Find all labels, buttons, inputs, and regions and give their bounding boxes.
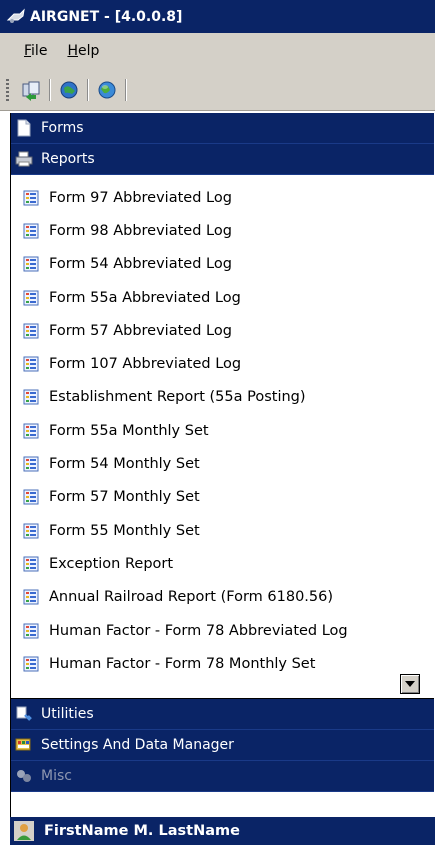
sync-icon bbox=[20, 79, 42, 101]
report-icon bbox=[23, 489, 39, 505]
arrow-down-icon bbox=[405, 681, 415, 687]
report-item[interactable] bbox=[11, 481, 434, 514]
report-icon bbox=[23, 323, 39, 339]
forms-label: Forms bbox=[41, 120, 84, 136]
report-icon bbox=[23, 223, 39, 239]
report-icon bbox=[23, 456, 39, 472]
file-menu[interactable]: File bbox=[24, 43, 48, 59]
report-item[interactable] bbox=[11, 547, 434, 580]
report-icon bbox=[23, 356, 39, 372]
report-icon bbox=[23, 556, 39, 572]
title-bar bbox=[0, 0, 435, 33]
reports-list bbox=[11, 175, 434, 699]
toolbar-separator bbox=[49, 79, 51, 101]
report-item[interactable] bbox=[11, 314, 434, 347]
report-item[interactable] bbox=[11, 214, 434, 247]
user-name: FirstName M. LastName bbox=[44, 823, 240, 839]
settings-header[interactable] bbox=[11, 730, 434, 761]
web-icon bbox=[58, 79, 80, 101]
settings-icon bbox=[15, 736, 33, 754]
report-item[interactable] bbox=[11, 281, 434, 314]
report-label: Human Factor - Form 78 Monthly Set bbox=[49, 655, 316, 672]
toolbar-grip[interactable] bbox=[6, 79, 9, 101]
web-button[interactable] bbox=[57, 78, 81, 102]
globe-button[interactable] bbox=[95, 78, 119, 102]
report-icon bbox=[23, 190, 39, 206]
report-item[interactable] bbox=[11, 381, 434, 414]
report-icon bbox=[23, 623, 39, 639]
report-item[interactable] bbox=[11, 414, 434, 447]
report-item[interactable] bbox=[11, 347, 434, 380]
utilities-icon bbox=[15, 705, 33, 723]
report-item[interactable] bbox=[11, 181, 434, 214]
report-label: Annual Railroad Report (Form 6180.56) bbox=[49, 589, 334, 606]
report-item[interactable] bbox=[11, 447, 434, 480]
report-icon bbox=[23, 256, 39, 272]
report-item[interactable] bbox=[11, 647, 434, 680]
report-label: Establishment Report (55a Posting) bbox=[49, 389, 306, 406]
report-item[interactable] bbox=[11, 581, 434, 614]
navigation-panel bbox=[10, 113, 434, 845]
reports-header[interactable] bbox=[11, 144, 434, 175]
report-item[interactable] bbox=[11, 514, 434, 547]
misc-label: Misc bbox=[41, 768, 72, 784]
utilities-label: Utilities bbox=[41, 706, 94, 722]
toolbar-separator bbox=[87, 79, 89, 101]
status-bar bbox=[10, 817, 435, 845]
report-icon bbox=[23, 290, 39, 306]
app-icon bbox=[6, 8, 26, 26]
report-label: Form 57 Monthly Set bbox=[49, 489, 200, 506]
report-label: Form 97 Abbreviated Log bbox=[49, 189, 232, 206]
scroll-down-button[interactable] bbox=[400, 674, 420, 694]
report-icon bbox=[23, 656, 39, 672]
report-icon bbox=[23, 389, 39, 405]
misc-header[interactable] bbox=[11, 761, 434, 792]
misc-icon bbox=[15, 767, 33, 785]
window-title: AIRGNET - [4.0.0.8] bbox=[30, 8, 183, 25]
report-icon bbox=[23, 423, 39, 439]
toolbar-separator bbox=[125, 79, 127, 101]
utilities-header[interactable] bbox=[11, 699, 434, 730]
forms-header[interactable] bbox=[11, 113, 434, 144]
reports-label: Reports bbox=[41, 151, 95, 167]
printer-icon bbox=[15, 150, 33, 168]
report-label: Form 98 Abbreviated Log bbox=[49, 222, 232, 239]
report-label: Form 107 Abbreviated Log bbox=[49, 356, 242, 373]
report-label: Human Factor - Form 78 Abbreviated Log bbox=[49, 622, 348, 639]
report-item[interactable] bbox=[11, 614, 434, 647]
report-item[interactable] bbox=[11, 248, 434, 281]
report-label: Exception Report bbox=[49, 555, 174, 572]
document-icon bbox=[15, 119, 33, 137]
report-label: Form 54 Monthly Set bbox=[49, 456, 200, 473]
report-label: Form 55a Monthly Set bbox=[49, 422, 209, 439]
report-label: Form 57 Abbreviated Log bbox=[49, 322, 232, 339]
sync-button[interactable] bbox=[19, 78, 43, 102]
user-icon bbox=[14, 821, 34, 841]
globe-icon bbox=[96, 79, 118, 101]
report-icon bbox=[23, 523, 39, 539]
menu-bar bbox=[0, 33, 435, 69]
help-menu[interactable]: Help bbox=[67, 43, 100, 59]
toolbar bbox=[0, 69, 435, 111]
report-icon bbox=[23, 589, 39, 605]
settings-label: Settings And Data Manager bbox=[41, 737, 234, 753]
report-label: Form 55a Abbreviated Log bbox=[49, 289, 241, 306]
report-label: Form 54 Abbreviated Log bbox=[49, 256, 232, 273]
report-label: Form 55 Monthly Set bbox=[49, 522, 200, 539]
